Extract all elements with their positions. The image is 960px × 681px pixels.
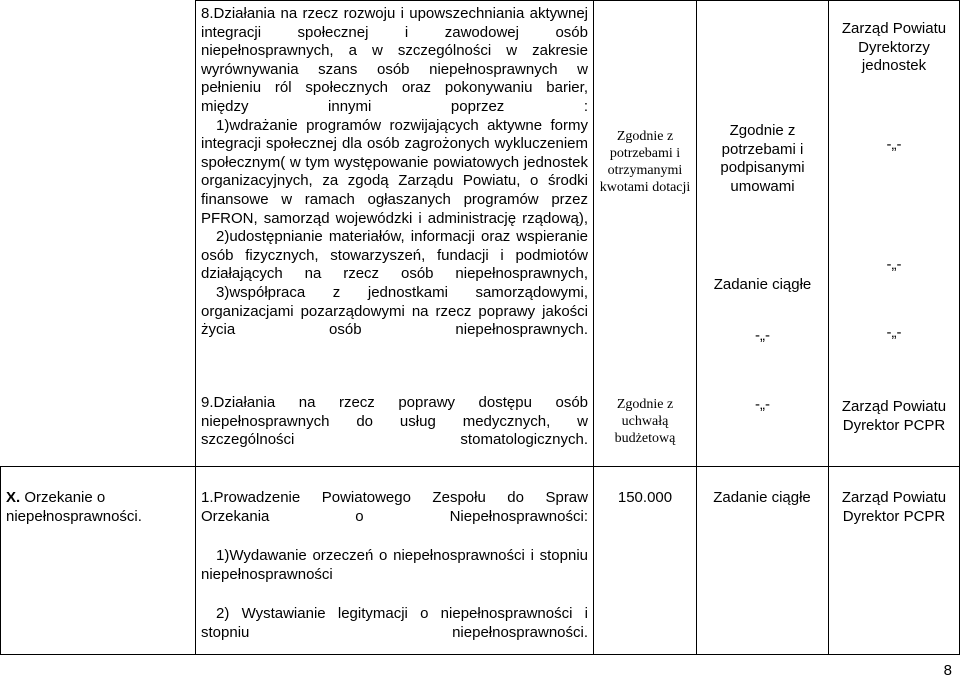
row8-item-3: 3)współpraca z jednostkami samorządowymi, organizacjami pozarządowymi na rzecz poprawy jakości życia osób niepełnosprawnych. [201, 283, 588, 339]
row9-responsible-line-1: Zarząd Powiatu [841, 398, 947, 415]
row8-responsible-4: -„- [886, 324, 902, 341]
row8-term-2: Zadanie ciągłe [713, 276, 812, 293]
sectionx-description [201, 489, 588, 643]
row8-term-1: Zgodnie z potrzebami i podpisanymi umowami [720, 122, 805, 195]
col-border-left [0, 466, 1, 655]
row9-description [201, 394, 588, 450]
row8-responsible-1: Zarząd Powiatu Dyrektorzy jednostek [841, 20, 947, 75]
sectionx-term: Zadanie ciągłe [713, 489, 811, 506]
col-divider-3 [696, 0, 697, 655]
sectionx-label-text: Orzekanie o niepełnosprawności. [6, 489, 142, 525]
row8-title: 8.Działania na rzecz rozwoju i upowszechniania aktywnej integracji społecznej i zawodowej osób niepełnosprawnych, a w szczególności w zakresie wyrównywania szans osób niepełnosprawnych w pełnieniu ról społecznych oraz pokonywaniu barier, między innymi poprzez : [201, 5, 588, 115]
row-separator-9-x [0, 466, 960, 467]
sectionx-responsible [833, 489, 955, 526]
row8-item-2: 2)udostępnianie materiałów, informacji oraz wspieranie osób fizycznych, stowarzyszeń, fundacji i podmiotów działających na rzecz osób niepełnosprawnych, [201, 228, 588, 283]
row9-responsible [833, 398, 955, 435]
col-divider-2 [593, 0, 594, 655]
page-number: 8 [943, 662, 952, 679]
sectionx-item-1: 1)Wydawanie orzeczeń o niepełnosprawności i stopniu niepełnosprawności [201, 547, 588, 583]
row8-responsible-3: -„- [886, 256, 902, 273]
row8-responsible-2: -„- [886, 136, 902, 153]
row8-description [201, 5, 588, 340]
col-divider-1 [195, 0, 196, 655]
col-divider-4 [828, 0, 829, 655]
row8-item-1: 1)wdrażanie programów rozwijających aktywne formy integracji społecznej dla osób zagrożonych wykluczeniem społecznym( w tym występowanie powiatowych jednostek organizacyjnych, za zgodą Zarządu Powiatu, o środki finansowe w ramach ogłaszanych programów przez PFRON, samorząd wojewódzki i administrację rządową), [201, 116, 588, 227]
table-border-top [195, 0, 960, 1]
row9-responsible-line-2: Dyrektor PCPR [842, 416, 946, 434]
row8-funding: Zgodnie z potrzebami i otrzymanymi kwotami dotacji [599, 129, 691, 195]
sectionx-label-number: X. [6, 489, 21, 506]
sectionx-funding: 150.000 [617, 489, 673, 506]
row9-title: 9.Działania na rzecz poprawy dostępu osób niepełnosprawnych do usług medycznych, w szczególności stomatologicznych. [201, 394, 588, 449]
row9-funding: Zgodnie z uchwałą budżetową [614, 397, 676, 446]
sectionx-responsible-line-1: Zarząd Powiatu [841, 489, 947, 506]
sectionx-title: 1.Prowadzenie Powiatowego Zespołu do Spraw Orzekania o Niepełnosprawności: [201, 489, 588, 525]
row8-term-3: -„- [755, 327, 770, 344]
sectionx-label [6, 489, 191, 526]
row9-term: -„- [755, 396, 770, 413]
sectionx-responsible-line-2: Dyrektor PCPR [842, 507, 946, 525]
table-border-bottom [0, 654, 960, 655]
sectionx-item-2: 2) Wystawianie legitymacji o niepełnosprawności i stopniu niepełnosprawności. [201, 605, 588, 641]
